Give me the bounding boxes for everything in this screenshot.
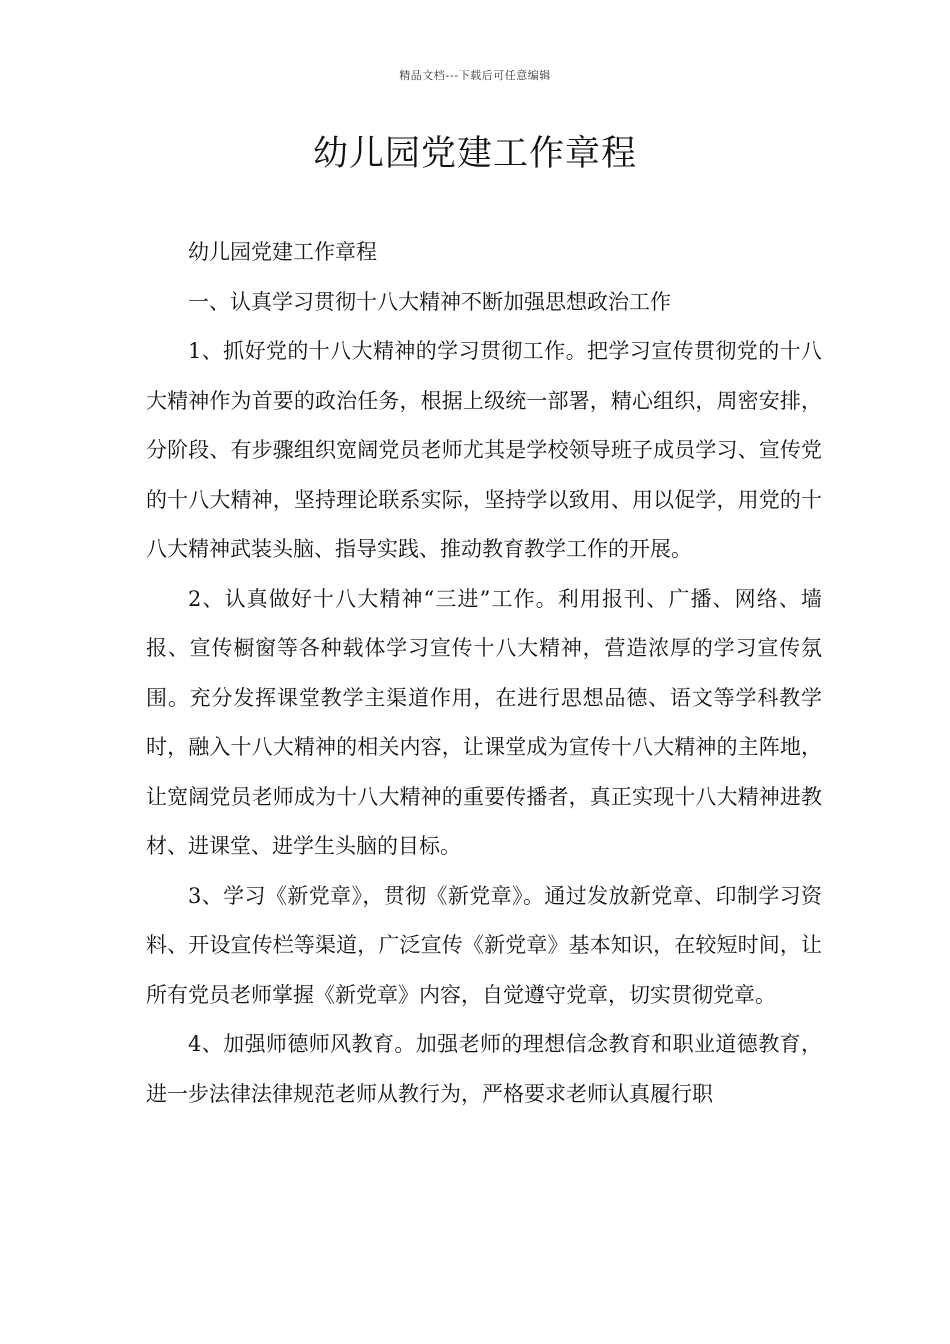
- paragraph-item-1: 1、抓好党的十八大精神的学习贯彻工作。把学习宣传贯彻党的十八大精神作为首要的政治任务，根据上级统一部署，精心组织，周密安排，分阶段、有步骤组织宽阔党员老师尤其是学校领导班子成员学习、宣传党的十八大精神，坚持理论联系实际，坚持学以致用、用以促学，用党的十八大精神武装头脑、指导实践、推动教育教学工作的开展。: [146, 339, 822, 561]
- paragraph-item-3: 3、学习《新党章》，贯彻《新党章》。通过发放新党章、印制学习资料、开设宣传栏等渠道，广泛宣传《新党章》基本知识，在较短时间，让所有党员老师掌握《新党章》内容，自觉遵守党章，切实贯彻党章。: [146, 883, 822, 1007]
- paragraph-item-4: 4、加强师德师风教育。加强老师的理想信念教育和职业道德教育，进一步法律法律规范老师从教行为，严格要求老师认真履行职: [146, 1032, 822, 1106]
- document-title: 幼儿园党建工作章程: [312, 134, 637, 174]
- paragraph-section-heading: 一、认真学习贯彻十八大精神不断加强思想政治工作: [188, 289, 671, 314]
- paragraph-subtitle: 幼儿园党建工作章程: [188, 240, 377, 264]
- header-note: 精品文档---下载后可任意编辑: [399, 69, 551, 82]
- document-body: [146, 228, 822, 1119]
- paragraph-item-2: 2、认真做好十八大精神“三进”工作。利用报刊、广播、网络、墙报、宣传橱窗等各种载体学习宣传十八大精神，营造浓厚的学习宣传氛围。充分发挥课堂教学主渠道作用，在进行思想品德、语文等学科教学时，融入十八大精神的相关内容，让课堂成为宣传十八大精神的主阵地，让宽阔党员老师成为十八大精神的重要传播者，真正实现十八大精神进教材、进课堂、进学生头脑的目标。: [146, 586, 822, 858]
